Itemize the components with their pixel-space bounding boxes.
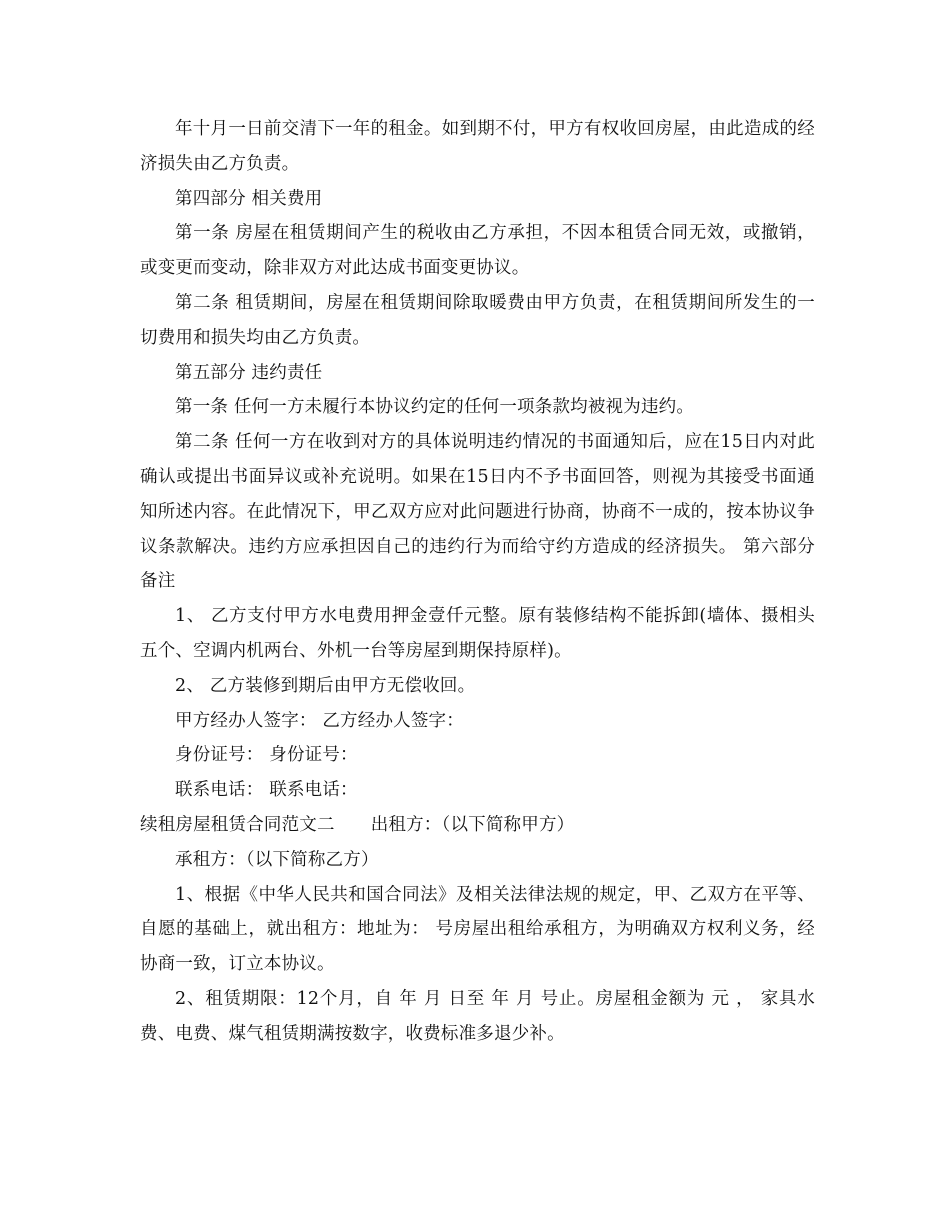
contract-title: 续租房屋租赁合同范文二: [140, 814, 335, 835]
heading-part-five: 第五部分 违约责任: [175, 362, 323, 383]
contract-title-line: [140, 808, 815, 843]
paragraph-fees-clause: 第二条 租赁期间，房屋在租赁期间除取暖费由甲方负责，在租赁期间所发生的一切费用和损失均由乙方负责。: [140, 292, 815, 348]
paragraph-deposit-note: 1、 乙方支付甲方水电费用押金壹仟元整。原有装修结构不能拆卸(墙体、摄相头五个、空调内机两台、外机一台等房屋到期保持原样)。: [140, 606, 815, 661]
paragraph-breach-clause-one: 第一条 任何一方未履行本协议约定的任何一项条款均被视为违约。: [175, 397, 695, 418]
paragraph-rent-deadline: 年十月一日前交清下一年的租金。如到期不付，甲方有权收回房屋，由此造成的经济损失由乙方负责。: [140, 119, 815, 174]
paragraph-renovation-note: 2、 乙方装修到期后由甲方无偿收回。: [175, 675, 476, 696]
signature-line: 甲方经办人签字： 乙方经办人签字：: [175, 710, 464, 731]
lessee-label: 承租方：（以下简称乙方）: [175, 849, 379, 870]
paragraph-lease-term: 2、租赁期限：12个月，自 年 月 日至 年 月 号止。房屋租金额为 元 ， 家具水费、电费、煤气租赁期满按数字，收费标准多退少补。: [140, 988, 815, 1044]
phone-line: 联系电话： 联系电话：: [175, 780, 358, 801]
paragraph-legal-basis: 1、根据《中华人民共和国合同法》及相关法律法规的规定，甲、乙双方在平等、自愿的基础上，就出租方：地址为： 号房屋出租给承租方，为明确双方权利义务，经协商一致，订立本协议。: [140, 884, 815, 975]
lessor-label: 出租方：（以下简称甲方）: [370, 814, 575, 835]
id-number-line: 身份证号： 身份证号：: [175, 745, 358, 766]
document-body: [140, 112, 815, 1052]
heading-part-four: 第四部分 相关费用: [175, 188, 323, 209]
paragraph-breach-clause-two: 第二条 任何一方在收到对方的具体说明违约情况的书面通知后，应在15日内对此确认或提出书面异议或补充说明。如果在15日内不予书面回答，则视为其接受书面通知所述内容。在此情况下，甲乙双方应对此问题进行协商，协商不一成的，按本协议争议条款解决。违约方应承担因自己的违约行为而给守约方造成的经济损失。 第六部分 备注: [140, 432, 815, 592]
paragraph-tax-clause: 第一条 房屋在租赁期间产生的税收由乙方承担，不因本租赁合同无效，或撤销，或变更而变动，除非双方对此达成书面变更协议。: [140, 223, 815, 279]
